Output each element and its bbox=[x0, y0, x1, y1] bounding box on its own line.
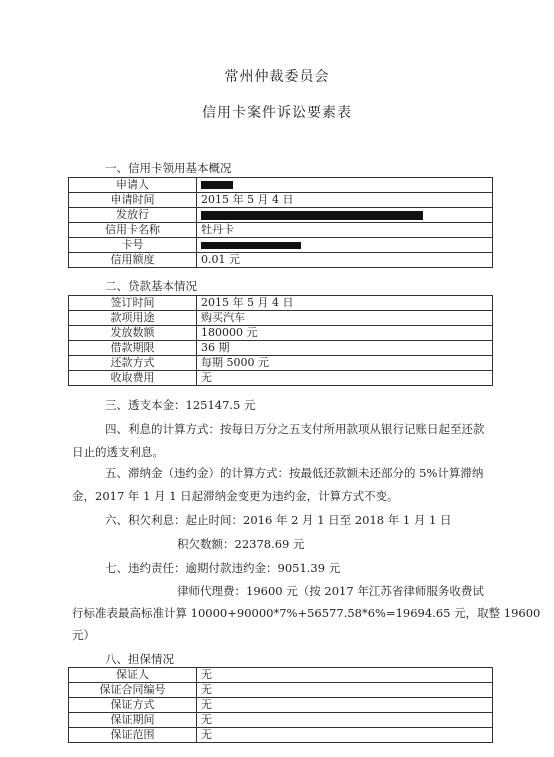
contract-no-value: 无 bbox=[197, 683, 493, 698]
guarantee-method-value: 无 bbox=[197, 698, 493, 713]
card-name-label: 信用卡名称 bbox=[69, 223, 197, 238]
organization-title: 常州仲裁委员会 bbox=[224, 69, 330, 85]
document-title: 信用卡案件诉讼要素表 bbox=[202, 105, 352, 121]
purpose-label: 款项用途 bbox=[69, 311, 197, 326]
amount-label: 发放数额 bbox=[69, 326, 197, 341]
apply-date-label: 申请时间 bbox=[69, 193, 197, 208]
section4-line2: 日止的透支利息。 bbox=[72, 445, 164, 459]
table-row bbox=[69, 326, 493, 341]
section7-line4: 元） bbox=[72, 628, 95, 642]
sign-date-value: 2015 年 5 月 4 日 bbox=[197, 296, 493, 311]
table-row bbox=[69, 193, 493, 208]
section6-line2: 积欠数额：22378.69 元 bbox=[177, 537, 305, 551]
card-number-label: 卡号 bbox=[69, 238, 197, 253]
issuing-bank-label: 发放行 bbox=[69, 208, 197, 223]
guarantee-scope-value: 无 bbox=[197, 728, 493, 743]
table-row bbox=[69, 728, 493, 743]
guarantor-label: 保证人 bbox=[69, 668, 197, 683]
table-row bbox=[69, 311, 493, 326]
guarantee-period-label: 保证期间 bbox=[69, 713, 197, 728]
issuing-bank-value bbox=[197, 208, 493, 223]
table-row bbox=[69, 253, 493, 268]
guarantee-table bbox=[68, 667, 493, 743]
table-row bbox=[69, 698, 493, 713]
section3-principal: 三、透支本金：125147.5 元 bbox=[105, 398, 256, 412]
repayment-label: 还款方式 bbox=[69, 356, 197, 371]
credit-limit-label: 信用额度 bbox=[69, 253, 197, 268]
card-number-value bbox=[197, 238, 493, 253]
guarantee-period-value: 无 bbox=[197, 713, 493, 728]
card-info-table bbox=[68, 177, 493, 268]
table-row bbox=[69, 208, 493, 223]
redaction-mark bbox=[201, 211, 423, 220]
card-name-value: 牡丹卡 bbox=[197, 223, 493, 238]
credit-limit-value: 0.01 元 bbox=[197, 253, 493, 268]
section6-line1: 六、积欠利息：起止时间：2016 年 2 月 1 日至 2018 年 1 月 1 日 bbox=[105, 513, 452, 527]
table-row bbox=[69, 713, 493, 728]
table-row bbox=[69, 341, 493, 356]
section2-heading: 二、贷款基本情况 bbox=[105, 279, 197, 293]
section7-line3: 行标准表最高标准计算 10000+90000*7%+56577.58*6%=19694.65 元，取整 19600 bbox=[72, 606, 541, 620]
applicant-value bbox=[197, 178, 493, 193]
redaction-mark bbox=[201, 242, 301, 249]
guarantor-value: 无 bbox=[197, 668, 493, 683]
section1-heading: 一、信用卡领用基本概况 bbox=[105, 161, 232, 175]
guarantee-scope-label: 保证范围 bbox=[69, 728, 197, 743]
applicant-label: 申请人 bbox=[69, 178, 197, 193]
term-label: 借款期限 bbox=[69, 341, 197, 356]
amount-value: 180000 元 bbox=[197, 326, 493, 341]
table-row bbox=[69, 371, 493, 386]
table-row bbox=[69, 238, 493, 253]
table-row bbox=[69, 668, 493, 683]
table-row bbox=[69, 683, 493, 698]
fees-label: 收取费用 bbox=[69, 371, 197, 386]
purpose-value: 购买汽车 bbox=[197, 311, 493, 326]
section5-line1: 五、滞纳金（违约金）的计算方式：按最低还款额未还部分的 5%计算滞纳 bbox=[105, 466, 484, 480]
section5-line2: 金，2017 年 1 月 1 日起滞纳金变更为违约金，计算方式不变。 bbox=[72, 489, 399, 503]
term-value: 36 期 bbox=[197, 341, 493, 356]
loan-info-table bbox=[68, 295, 493, 386]
table-row bbox=[69, 223, 493, 238]
table-row bbox=[69, 356, 493, 371]
redaction-mark bbox=[201, 181, 233, 189]
table-row bbox=[69, 178, 493, 193]
fees-value: 无 bbox=[197, 371, 493, 386]
section8-heading: 八、担保情况 bbox=[105, 652, 174, 666]
sign-date-label: 签订时间 bbox=[69, 296, 197, 311]
table-row bbox=[69, 296, 493, 311]
repayment-value: 每期 5000 元 bbox=[197, 356, 493, 371]
section4-line1: 四、利息的计算方式：按每日万分之五支付所用款项从银行记账日起至还款 bbox=[105, 422, 485, 436]
guarantee-method-label: 保证方式 bbox=[69, 698, 197, 713]
apply-date-value: 2015 年 5 月 4 日 bbox=[197, 193, 493, 208]
section7-line1: 七、违约责任：逾期付款违约金：9051.39 元 bbox=[105, 561, 341, 575]
contract-no-label: 保证合同编号 bbox=[69, 683, 197, 698]
section7-line2: 律师代理费：19600 元（按 2017 年江苏省律师服务收费试 bbox=[177, 584, 484, 598]
